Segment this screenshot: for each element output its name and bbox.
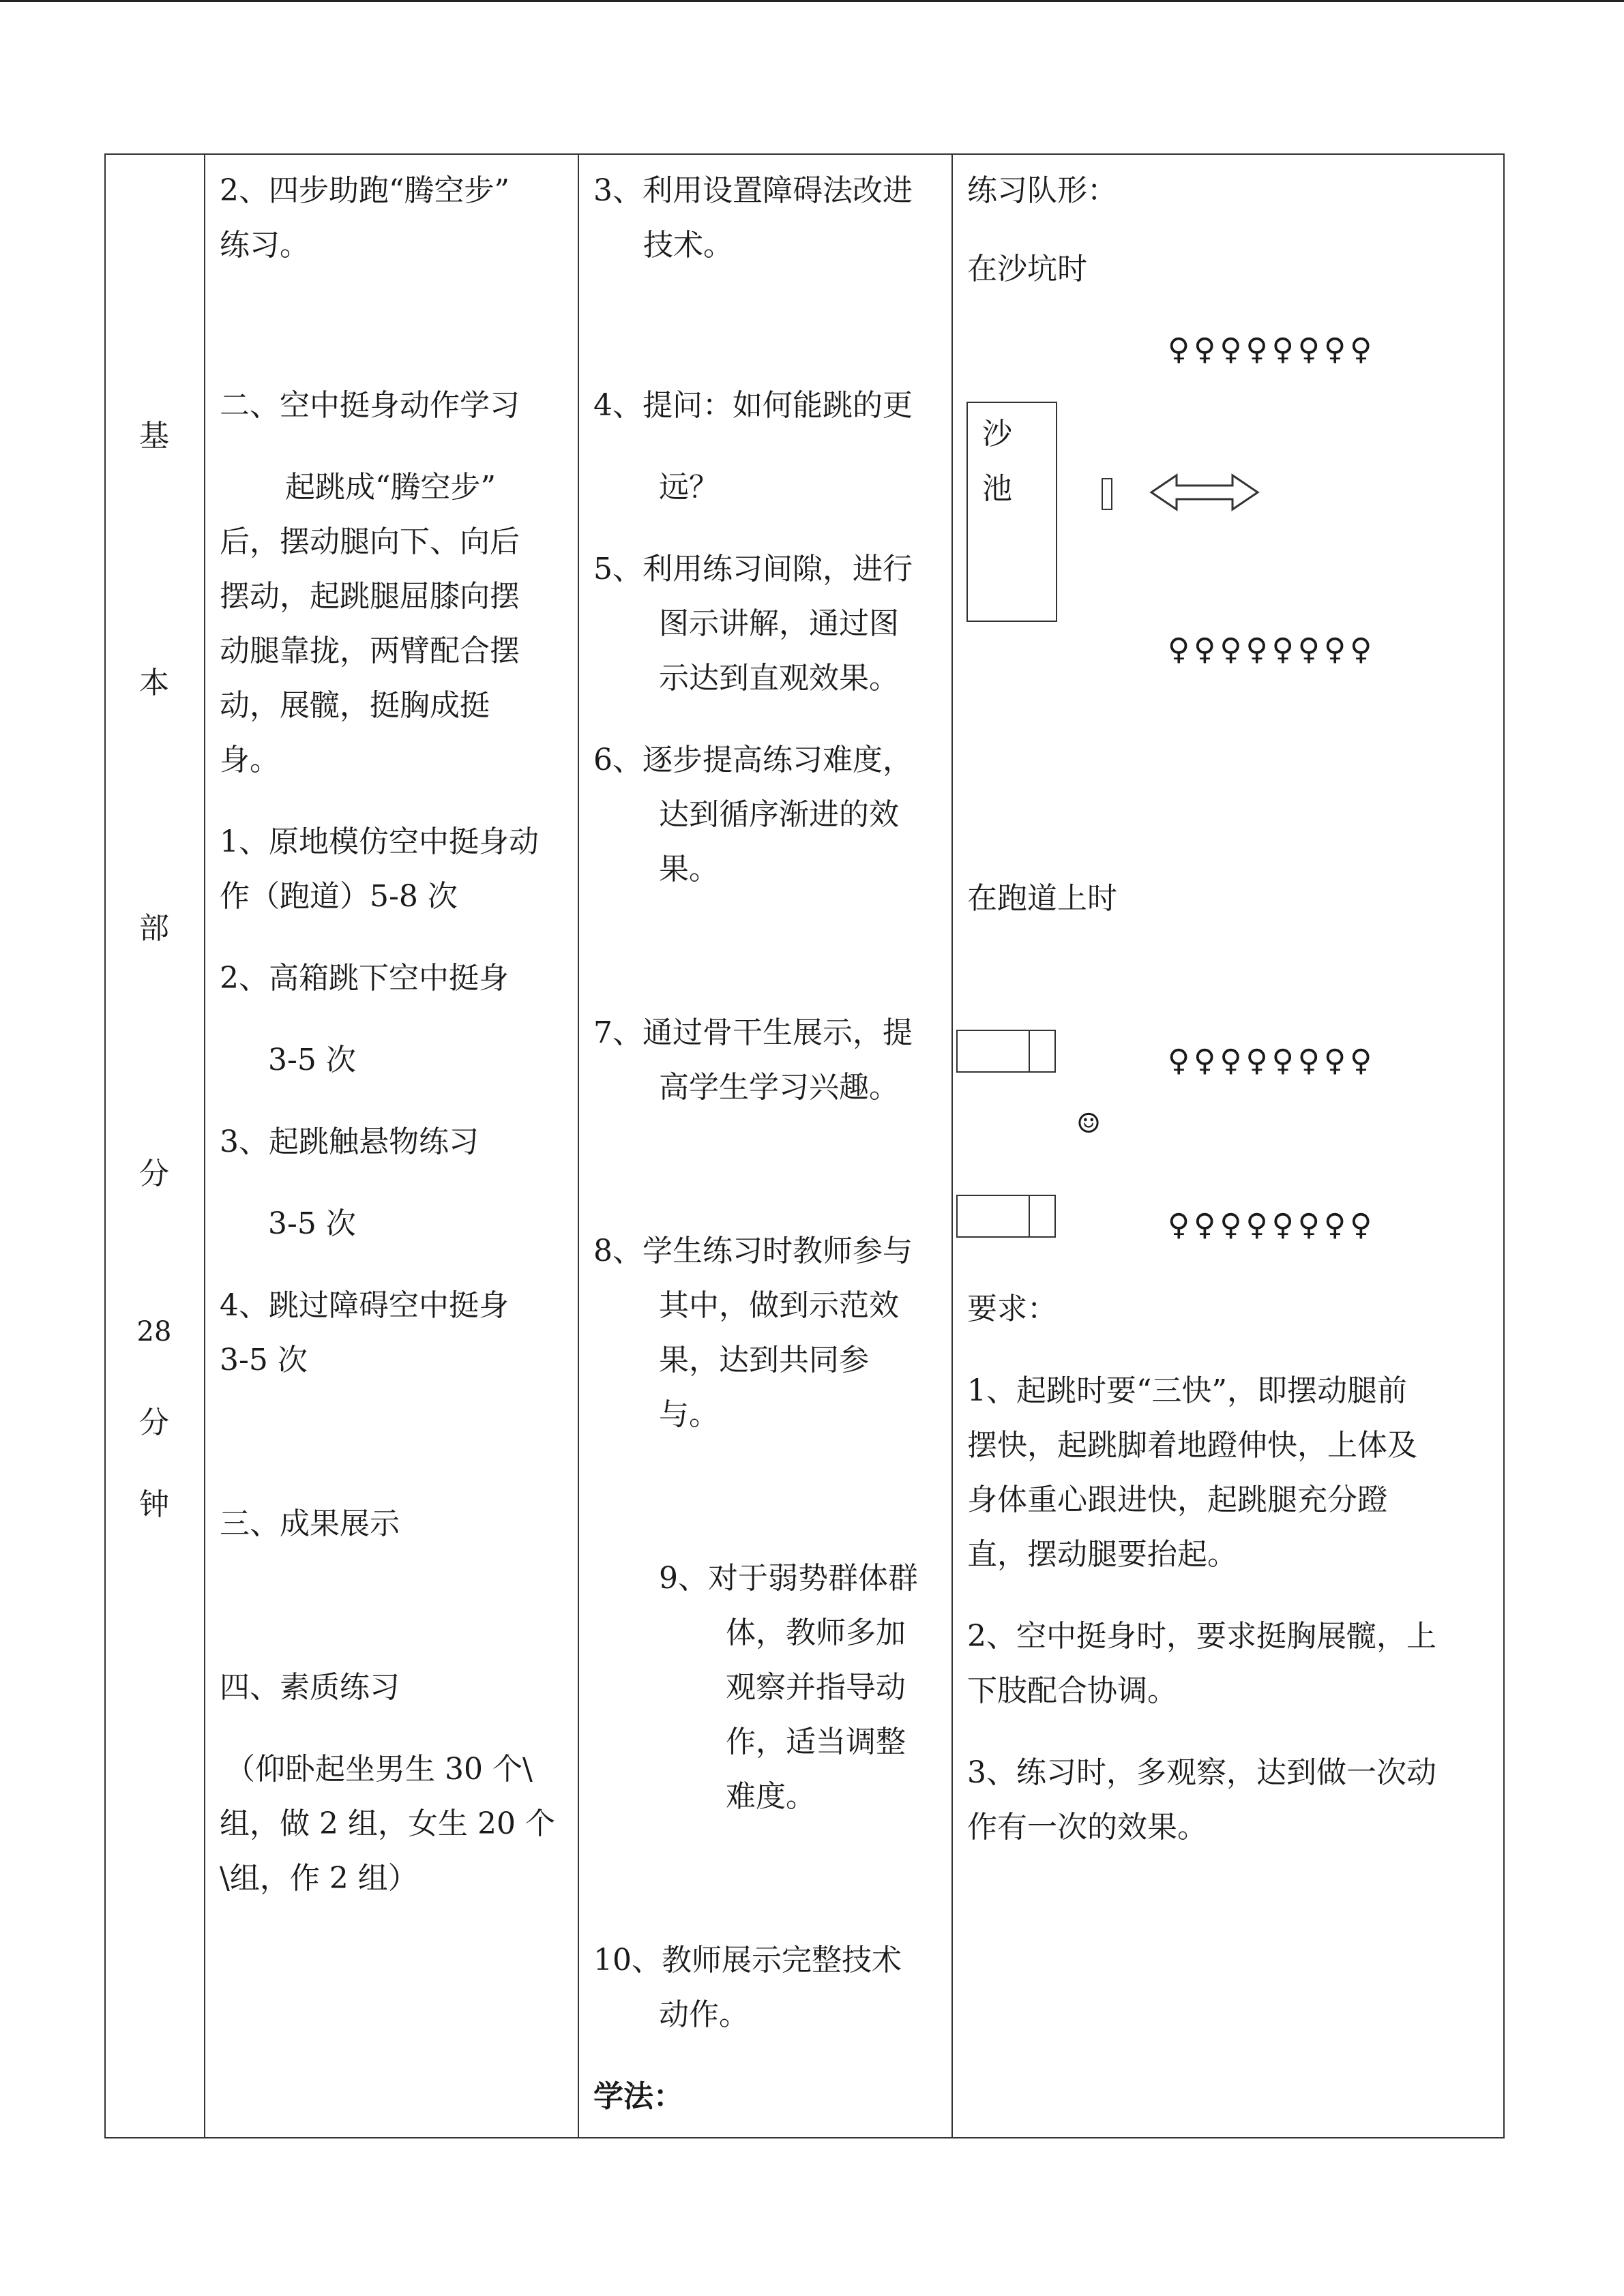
content-line: 3-5 次 [220, 1343, 308, 1377]
requirement-line: 作有一次的效果。 [967, 1810, 1207, 1845]
duration-unit-char: 钟 [139, 1487, 169, 1522]
method-line: 动作。 [659, 1997, 749, 2032]
requirement-line: 1、起跳时要“三快”，即摆动腿前 [967, 1373, 1407, 1408]
method-line: 远？ [659, 470, 719, 505]
content-line: 后，摆动腿向下、向后 [220, 524, 520, 559]
content-line: 1、原地模仿空中挺身动 [220, 824, 539, 859]
method-line: 其中，做到示范效 [659, 1288, 899, 1323]
formation-title: 练习队形： [967, 173, 1117, 208]
side-label-char: 分 [139, 1157, 169, 1191]
sand-pit-label-char: 池 [982, 471, 1012, 506]
requirements-title: 要求： [967, 1292, 1057, 1326]
student-row: ♀♀♀♀♀♀♀♀ [1168, 1043, 1376, 1078]
column-divider [951, 155, 953, 2137]
method-line: 与。 [659, 1397, 719, 1432]
vaulting-box [956, 1030, 1056, 1073]
requirement-line: 3、练习时，多观察，达到做一次动 [967, 1755, 1436, 1790]
method-line: 7、通过骨干生展示，提 [593, 1015, 913, 1050]
method-line: 技术。 [643, 228, 733, 263]
method-line: 高学生学习兴趣。 [659, 1070, 899, 1105]
side-label-char: 基 [139, 419, 169, 453]
content-line: 2、高箱跳下空中挺身 [220, 961, 509, 996]
content-line: 起跳成“腾空步” [285, 470, 496, 505]
takeoff-board [1102, 478, 1112, 510]
method-line: 体，教师多加 [726, 1615, 906, 1650]
method-line: 10、教师展示完整技术 [593, 1943, 902, 1978]
method-line: 果，达到共同参 [659, 1343, 869, 1377]
double-arrow-icon [1149, 472, 1260, 513]
method-line: 5、利用练习间隙，进行 [593, 552, 913, 586]
content-line: 动腿靠拢，两臂配合摆 [220, 633, 520, 668]
content-line: 3-5 次 [268, 1043, 356, 1077]
side-label-char: 本 [139, 666, 169, 700]
track-label: 在跑道上时 [967, 881, 1117, 916]
content-line: 动，展髋，挺胸成挺 [220, 688, 490, 723]
duration-unit-char: 分 [139, 1405, 169, 1440]
column-divider [578, 155, 579, 2137]
content-line: 作（跑道）5-8 次 [220, 879, 458, 914]
method-line: 观察并指导动 [726, 1670, 906, 1705]
side-label-char: 部 [139, 911, 169, 946]
duration-number: 28 [136, 1316, 172, 1347]
content-line: 4、跳过障碍空中挺身 [220, 1288, 509, 1323]
sand-pit-label-char: 沙 [982, 417, 1012, 451]
requirement-line: 直，摆动腿要抬起。 [967, 1537, 1237, 1572]
box-divider [1029, 1195, 1030, 1238]
top-border-line [0, 0, 1624, 2]
teacher-icon: ☺ [1076, 1108, 1101, 1139]
method-line: 9、对于弱势群体群 [659, 1561, 918, 1596]
vaulting-box [956, 1195, 1056, 1238]
content-line: 摆动，起跳腿屈膝向摆 [220, 579, 520, 614]
content-line: 3、起跳触悬物练习 [220, 1124, 479, 1159]
requirement-line: 身体重心跟进快，起跳腿充分蹬 [967, 1482, 1387, 1517]
method-line: 6、逐步提高练习难度， [593, 743, 913, 777]
content-line: \组，作 2 组） [220, 1861, 418, 1896]
method-line: 难度。 [726, 1779, 816, 1814]
method-line: 图示讲解，通过图 [659, 606, 899, 641]
student-row: ♀♀♀♀♀♀♀♀ [1168, 332, 1376, 367]
method-line: 作，适当调整 [726, 1725, 906, 1759]
content-line: 组，做 2 组，女生 20 个 [220, 1806, 555, 1841]
method-line: 达到循序渐进的效 [659, 797, 899, 832]
content-line: 3-5 次 [268, 1206, 356, 1241]
requirement-line: 2、空中挺身时，要求挺胸展髋，上 [967, 1619, 1436, 1654]
content-heading: 三、成果展示 [220, 1506, 400, 1541]
column-divider [204, 155, 205, 2137]
method-line: 果。 [659, 852, 719, 886]
requirement-line: 摆快，起跳脚着地蹬伸快，上体及 [967, 1428, 1417, 1463]
content-line: （仰卧起坐男生 30 个\ [225, 1752, 533, 1787]
content-line: 练习。 [220, 228, 310, 263]
content-heading: 二、空中挺身动作学习 [220, 388, 520, 423]
box-divider [1029, 1030, 1030, 1073]
method-line: 3、利用设置障碍法改进 [593, 173, 913, 208]
requirement-line: 下肢配合协调。 [967, 1673, 1177, 1708]
method-line: 4、提问：如何能跳的更 [593, 388, 913, 423]
sandpit-label: 在沙坑时 [967, 252, 1087, 286]
method-line: 8、学生练习时教师参与 [593, 1234, 913, 1268]
study-method-label: 学法： [593, 2079, 683, 2114]
content-heading: 四、素质练习 [220, 1670, 400, 1705]
student-row: ♀♀♀♀♀♀♀♀ [1168, 632, 1376, 667]
method-line: 示达到直观效果。 [659, 661, 899, 696]
student-row: ♀♀♀♀♀♀♀♀ [1168, 1208, 1376, 1242]
content-line: 身。 [220, 743, 280, 777]
content-line: 2、四步助跑“腾空步” [220, 173, 510, 208]
